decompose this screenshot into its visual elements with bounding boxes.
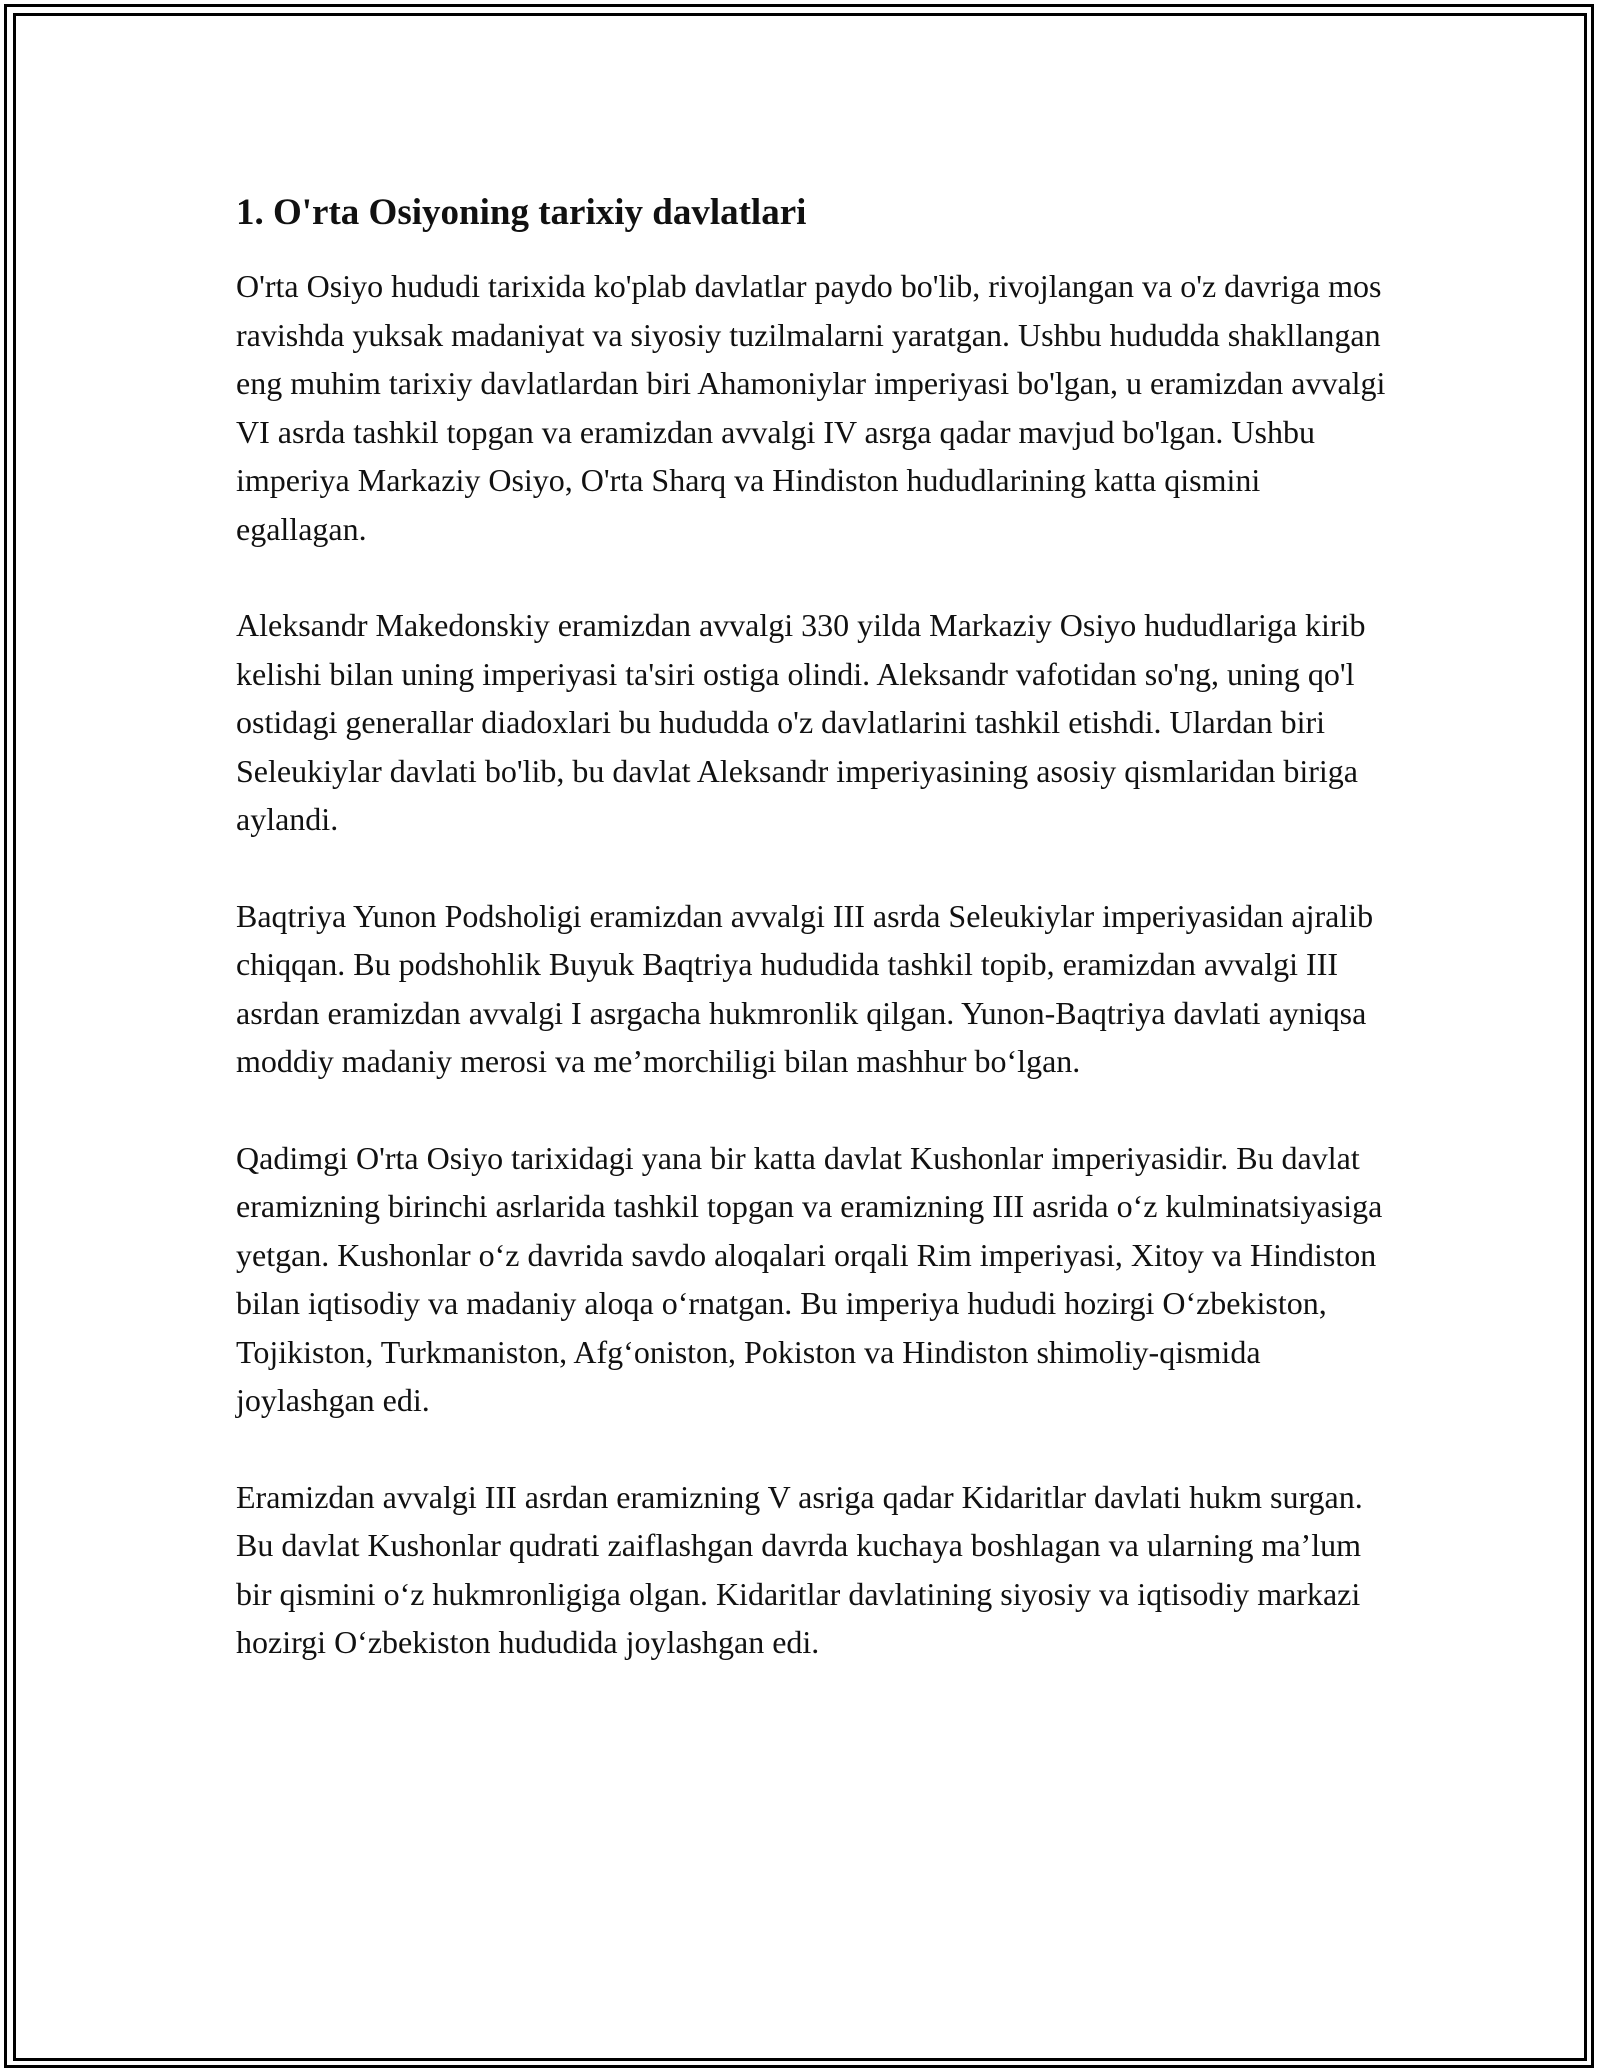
paragraph-kidaritlar: Eramizdan avvalgi III asrdan eramizning V asriga qadar Kidaritlar davlati hukm surgan. Bu davlat Kushonlar qudrati zaiflashgan davrda kuchaya boshlagan va ularning ma’lum bir qismini o‘z hukmronligiga olgan. Kidaritlar davlatining siyosiy va iqtisodiy markazi hozirgi O‘zbekiston hududida joylashgan edi. (236, 1478, 1363, 1660)
paragraph-ahamoniylar: O'rta Osiyo hududi tarixida ko'plab davlatlar paydo bo'lib, rivojlangan va o'z davriga mos ravishda yuksak madaniyat va siyosiy tuzilmalarni yaratgan. Ushbu hududda shakllangan eng muhim tarixiy davlatlardan biri Ahamoniylar imperiyasi bo'lgan, u eramizdan avvalgi VI asrda tashkil topgan va eramizdan avvalgi IV asrga qadar mavjud bo'lgan. Ushbu imperiya Markaziy Osiyo, O'rta Sharq va Hindiston hududlarining katta qismini egallagan. (236, 268, 1386, 547)
paragraph-kushonlar: Qadimgi O'rta Osiyo tarixidagi yana bir katta davlat Kushonlar imperiyasidir. Bu davlat eramizning birinchi asrlarida tashkil topgan va eramizning III asrida o‘z kulminatsiyasiga yetgan. Kushonlar o‘z davrida savdo aloqalari orqali Rim imperiyasi, Xitoy va Hindiston bilan iqtisodiy va madaniy aloqa o‘rnatgan. Bu imperiya hududi hozirgi O‘zbekiston, Tojikiston, Turkmaniston, Afg‘oniston, Pokiston va Hindiston shimoliy-qismida joylashgan edi. (236, 1139, 1383, 1418)
paragraph-aleksandr: Aleksandr Makedonskiy eramizdan avvalgi 330 yilda Markaziy Osiyo hududlariga kirib kelishi bilan uning imperiyasi ta'siri ostiga olindi. Aleksandr vafotidan so'ng, uning qo'l ostidagi generallar diadoxlari bu hududda o'z davlatlarini tashkil etishdi. Ulardan biri Seleukiylar davlati bo'lib, bu davlat Aleksandr imperiyasining asosiy qismlaridan biriga aylandi. (236, 607, 1366, 837)
section-title: 1. O'rta Osiyoning tarixiy davlatlari (236, 192, 807, 233)
document-body (236, 186, 1386, 1667)
paragraph-baqtriya: Baqtriya Yunon Podsholigi eramizdan avvalgi III asrda Seleukiylar imperiyasidan ajralib chiqqan. Bu podshohlik Buyuk Baqtriya hududida tashkil topib, eramizdan avvalgi III asrdan eramizdan avvalgi I asrgacha hukmronlik qilgan. Yunon-Baqtriya davlati ayniqsa moddiy madaniy merosi va me’morchiligi bilan mashhur bo‘lgan. (236, 897, 1374, 1079)
